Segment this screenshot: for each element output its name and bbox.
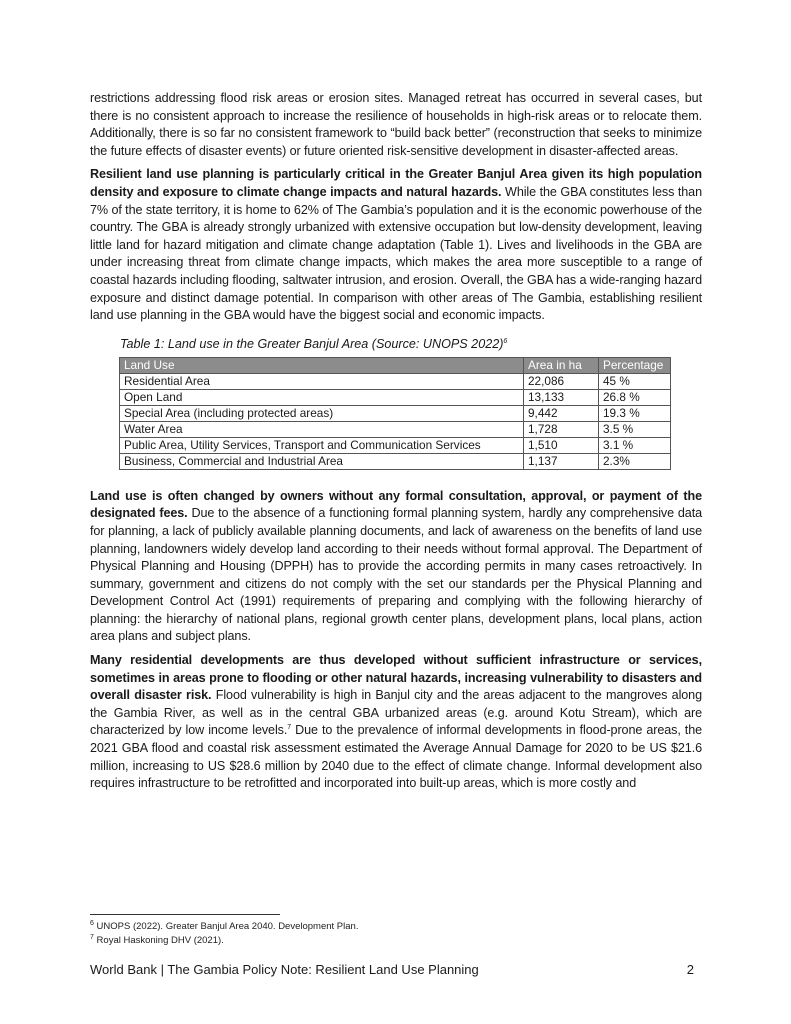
footnote-divider: [90, 914, 280, 915]
column-header-land-use: Land Use: [120, 357, 524, 373]
document-page: [90, 90, 702, 799]
cell-area: 9,442: [524, 405, 599, 421]
paragraph-1: [90, 90, 702, 160]
paragraph-lead: Resilient land use planning is particularly critical in the Greater Banjul Area given its high population density and exposure to climate change impacts and natural hazards.: [90, 167, 702, 199]
paragraph-text: Due to the absence of a functioning formal planning system, hardly any comprehensive data for planning, a lack of publicly available planning documents, and lack of awareness on the benefits of land use planning, landowners widely develop land according to their needs without formal approval. The Department of Physical Planning and Housing (DPPH) has to provide the according permits in many cases retroactively. In summary, government and citizens do not comply with the set our standards per the Physical Planning and Development Control Act (1991) requirements of preparing and complying with the following hierarchy of planning: the hierarchy of national plans, regional growth center plans, development plans, local plans, action area plans and subject plans.: [90, 506, 702, 644]
cell-area: 22,086: [524, 373, 599, 389]
cell-land-use: Open Land: [120, 389, 524, 405]
table-row: [120, 453, 671, 469]
cell-percentage: 19.3 %: [599, 405, 671, 421]
paragraph-lead: Land use is often changed by owners without any formal consultation, approval, or payment of the designated fees.: [90, 488, 702, 521]
column-header-area: Area in ha: [524, 357, 599, 373]
paragraph-3: [90, 488, 702, 646]
table-row: [120, 389, 671, 405]
paragraph-text: While the GBA constitutes less than 7% of the state territory, it is home to 62% of The Gambia’s population and it is the economic powerhouse of the country. The GBA is already strongly urbanized with extensive occupation but low-density development, leaving little land for hazard mitigation and climate change adaptation (Table 1). Lives and livelihoods in the GBA are under increasing threat from climate change impacts, which makes the area more susceptible to a range of coastal hazards including flooding, saltwater intrusion, and erosion. Overall, the GBA has a wide-ranging hazard exposure and distinct damage potential. In comparison with other areas of The Gambia, establishing resilient land use planning in the GBA would have the biggest social and economic impacts.: [90, 184, 702, 323]
table-header-row: [120, 357, 671, 373]
table-row: [120, 421, 671, 437]
page-number: 2: [686, 962, 694, 977]
cell-percentage: 2.3%: [599, 453, 671, 469]
cell-percentage: 45 %: [599, 373, 671, 389]
paragraph-lead: Many residential developments are thus developed without sufficient infrastructure or services, sometimes in areas prone to flooding or other natural hazards, increasing vulnerability to disasters and overall disaster risk.: [90, 653, 702, 703]
footnote-text: UNOPS (2022). Greater Banjul Area 2040. Development Plan.: [93, 921, 359, 932]
land-use-table: [119, 357, 671, 470]
cell-land-use: Water Area: [120, 421, 524, 437]
paragraph-4: [90, 652, 702, 793]
cell-percentage: 26.8 %: [599, 389, 671, 405]
cell-area: 1,137: [524, 453, 599, 469]
cell-land-use: Public Area, Utility Services, Transport and Communication Services: [120, 437, 524, 453]
footnote-number: 7: [90, 933, 94, 941]
paragraph-2: [90, 166, 702, 324]
paragraph-text: Due to the prevalence of informal developments in flood-prone areas, the 2021 GBA flood and coastal risk assessment estimated the Average Annual Damage for 2020 to be US $21.6 million, increasing to US $28.6 million by 2040 due to the effect of climate change. Informal development also requires infrastructure to be retrofitted and incorporated into built-up areas, which is more costly and: [90, 723, 702, 791]
cell-area: 1,728: [524, 421, 599, 437]
footnote-6: [90, 921, 358, 932]
cell-land-use: Business, Commercial and Industrial Area: [120, 453, 524, 469]
footnote-7: [90, 935, 224, 946]
column-header-percentage: Percentage: [599, 357, 671, 373]
footer-title: World Bank | The Gambia Policy Note: Resilient Land Use Planning: [90, 962, 479, 977]
footnote-ref[interactable]: 6: [503, 337, 508, 345]
page-footer: [90, 962, 702, 977]
cell-area: 1,510: [524, 437, 599, 453]
table-caption: [120, 337, 702, 351]
footnote-text: Royal Haskoning DHV (2021).: [93, 935, 224, 946]
cell-area: 13,133: [524, 389, 599, 405]
paragraph-text: restrictions addressing flood risk areas or erosion sites. Managed retreat has occurred in several cases, but there is no consistent approach to increase the resilience of households in high-risk areas or to relocate them. Additionally, there is so far no consistent framework to “build back better” (reconstruction that seeks to minimize the future effects of disaster events) or future oriented risk-sensitive development in disaster-affected areas.: [90, 91, 702, 158]
paragraph-text: Flood vulnerability is high in Banjul city and the areas adjacent to the mangroves along the Gambia River, as well as in the central GBA urbanized areas (e.g. around Kotu Stream), which are characterized by low income levels.: [90, 688, 702, 738]
table-row: [120, 373, 671, 389]
cell-land-use: Special Area (including protected areas): [120, 405, 524, 421]
spacer: [90, 470, 702, 488]
caption-text: Table 1: Land use in the Greater Banjul Area (Source: UNOPS 2022): [120, 336, 504, 351]
cell-percentage: 3.5 %: [599, 421, 671, 437]
table-row: [120, 437, 671, 453]
footnote-number: 6: [90, 919, 94, 927]
table-row: [120, 405, 671, 421]
cell-percentage: 3.1 %: [599, 437, 671, 453]
footnote-ref[interactable]: 7: [287, 724, 292, 732]
cell-land-use: Residential Area: [120, 373, 524, 389]
